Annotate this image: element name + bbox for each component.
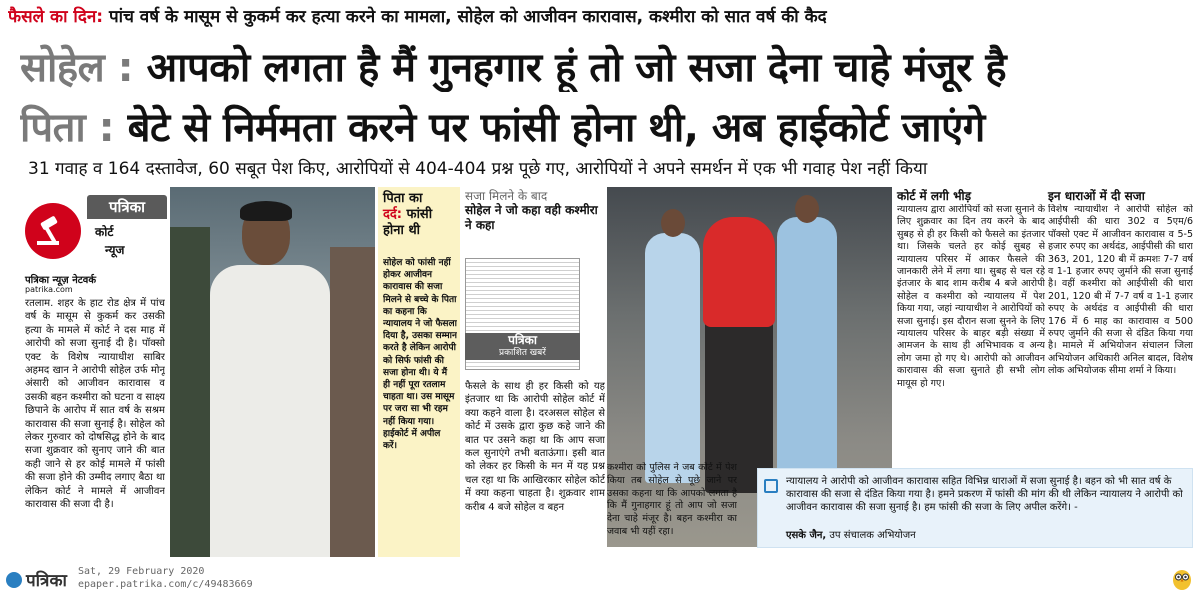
right2-heading: इन धाराओं में दी सजा bbox=[1048, 189, 1145, 203]
footer-logo bbox=[6, 568, 67, 591]
quote-title-1: पिता का bbox=[383, 191, 423, 206]
quote-icon bbox=[764, 479, 778, 493]
prosecutor-quote bbox=[757, 468, 1193, 548]
footer-url[interactable]: epaper.patrika.com/c/49483669 bbox=[78, 579, 253, 590]
quote-title-2: दर्द: bbox=[383, 207, 403, 222]
quote-title bbox=[383, 191, 457, 239]
clipping-brand: पत्रिका bbox=[508, 333, 537, 347]
footer-date: Sat, 29 February 2020 bbox=[78, 566, 205, 577]
headline-speaker-1: सोहेल : bbox=[20, 45, 134, 91]
clipping-masthead bbox=[465, 333, 580, 360]
quote-title-3: फांसी होना थी bbox=[383, 207, 433, 238]
kicker-text: पांच वर्ष के मासूम से कुकर्म कर हत्या करने का मामला, सोहेल को आजीवन कारावास, कश्मीरा को सात वर्ष की कैद bbox=[103, 7, 827, 27]
footer-brand: पत्रिका bbox=[26, 571, 67, 591]
headline-text-1: आपको लगता है मैं गुनहगार हूं तो जो सजा देना चाहे मंजूर है bbox=[133, 45, 1007, 91]
quote-body: सोहेल को फांसी नहीं होकर आजीवन कारावास की सजा मिलने से बच्चे के पिता का कहना कि न्यायालय ने जो फैसला दिया है, उसका सम्मान करते है लेकिन आरोपी को सिर्फ फांसी की सजा होना थी। ये मैं ही नहीं पूरा रतलाम चाहता था। उस मासूम पर जरा सा भी रहम नहीं किया गया। हाईकोर्ट में अपील करें। bbox=[383, 258, 457, 452]
right1-heading: कोर्ट में लगी भीड़ bbox=[897, 189, 972, 203]
badge-section-2: न्यूज bbox=[105, 243, 125, 257]
photo-caption: कश्मीरा को पुलिस ने जब कोर्ट में पेश किया तब सोहेल से पूछे जाने पर उसका कहना था कि आपको लगता है कि मैं गुनाहगार हूं तो आप जो सजा देना चाहे मंजूर है। बहन कश्मीरा का जवाब भी यहीं रहा। bbox=[607, 462, 737, 537]
middle-article-body: फैसले के साथ ही हर किसी को यह इंतजार था कि आरोपी सोहेल कोर्ट में क्या कहने वाला है। दरअसल सोहेल से कोर्ट में उसके द्वारा कुछ कहे जाने की बात पर उसने कहा था कि आप सजा कल सुनाएंगे तभी बताऊंगा। इसी बात को लेकर हर किसी के मन में यह प्रश्न चल रहा था कि आखिरकार सोहेल कोर्ट में क्या कहना चाहता है। शुक्रवार शाम करीब 4 बजे सोहेल व बहन bbox=[465, 381, 605, 513]
left-article-body: रतलाम. शहर के हाट रोड क्षेत्र में पांच वर्ष के मासूम से कुकर्म कर उसकी हत्या के मामले में कोर्ट ने दस माह में आरोपी को सजा सुनाई दी है। पॉक्सो एक्ट के विशेष न्यायाधीश साबिर अहमद खान ने आरोपी सोहेल उर्फ मोनू अंसारी को आजीवन कारावास व उसकी बहन कश्मीरा को घटना व साक्ष्य छिपाने के आरोप में सात वर्ष के सश्रम कारावास की सजा सुनाई है। सोहेल को लेकर गुरुवार को दोषसिद्ध होने के बाद सजा शुक्रवार को सुनाए जाने की बात कही जाने से हर कोई मामले में फांसी की सजा होने की उम्मीद लगाए बैठा था लेकिन कोर्ट ने मामले में आजीवन कारावास की सजा दी है। bbox=[25, 298, 165, 511]
prosecutor-byline bbox=[786, 527, 916, 541]
section-badge bbox=[25, 195, 165, 270]
subheadline: 31 गवाह व 164 दस्तावेज, 60 सबूत पेश किए, आरोपियों से 404-404 प्रश्न पूछे गए, आरोपियों ने अपने समर्थन में एक भी गवाह पेश नहीं किया bbox=[28, 159, 928, 179]
byline-site: patrika.com bbox=[25, 285, 73, 294]
prosecutor-name: एसके जैन, bbox=[786, 530, 827, 541]
kicker-line bbox=[8, 4, 1193, 34]
prosecutor-quote-text: न्यायालय ने आरोपी को आजीवन कारावास सहित विभिन्न धाराओं में सजा सुनाई है। बहन को भी सात वर्ष के कारावास की सजा से दंडित किया गया है। हमने प्रकरण में फांसी की मांग की थी लेकिन न्यायालय ने आरोपी को आजीवन कारावास की सजा सुनाई है। हम फांसी की सजा के लिए अपील करेंगे। - bbox=[786, 476, 1183, 513]
father-quote-box bbox=[378, 187, 460, 557]
headline-line-1 bbox=[20, 38, 1195, 92]
right2-body: विशेष न्यायाधीश ने आरोपी सोहेल को आईपीसी की धारा 302 व 5एम/6 पॉक्सो एक्ट में आजीवन कारावास व 5-5 हजार रुपए का अर्थदंड, आईपीसी की धारा 363, 201, 120 बी में क्रमशः 7-7 वर्ष व 1-1 हजार रुपए जुर्माने की सजा सुनाई है। वहीं कश्मीरा को आईपीसी की धारा 201, 120 बी में 7-7 वर्ष व 1-1 हजार रुपए के अर्थदंड व आईपीसी की धारा 176 में 6 माह का कारावास व 500 रुपए जुर्माने की सजा से दंडित किया गया है। मामले में अभियोजन संचालन जिला अभियोजन अधिकारी अनिल बादल, विशेष लोक अभियोजक सीमा शर्मा ने किया। bbox=[1048, 204, 1193, 377]
middle-kicker: सजा मिलने के बाद bbox=[465, 189, 548, 203]
kicker-label: फैसले का दिन: bbox=[8, 7, 104, 27]
footer bbox=[0, 564, 1200, 594]
headline-text-2: बेटे से निर्ममता करने पर फांसी होना थी, अब हाईकोर्ट जाएंगे bbox=[114, 105, 985, 151]
right1-body: न्यायालय द्वारा आरोपियों को सजा सुनाने के लिए शुक्रवार का दिन तय करने के बाद सुबह से ही हर किसी को फैसले का इंतजार था। जिसके चलते हर कोई सुबह से न्यायालय परिसर में आकर फैसले की जानकारी लेने में लगा था। सुबह से चल रहे इंतजार के बाद शाम करीब 4 बजे आरोपी सोहेल व कश्मीरा को न्यायालय में पेश किया गया, जहां न्यायाधीश ने आरोपियों को सजा सुनाई। इस दौरान सजा सुनने के लिए न्यायालय परिसर के बाहर बड़ी संख्या में आमजन के साथ ही अभिभावक व अन्य लोग जमा हो गए थे। आरोपी को आजीवन कारावास की सजा सुनाते ही सभी लोग मायूस हो गए। bbox=[897, 204, 1045, 389]
headline-speaker-2: पिता : bbox=[20, 105, 115, 151]
gavel-icon bbox=[25, 203, 81, 259]
headline-line-2 bbox=[20, 98, 1195, 152]
middle-title: सोहेल ने जो कहा वही कश्मीरा ने कहा bbox=[465, 203, 598, 232]
prosecutor-title: उप संचालक अभियोजन bbox=[826, 530, 916, 541]
badge-section-1: कोर्ट bbox=[95, 225, 114, 239]
clipping-tagline: प्रकाशित खबरें bbox=[499, 348, 546, 358]
patrika-logo-icon bbox=[6, 572, 22, 588]
photo-accused bbox=[170, 187, 375, 557]
badge-brand: पत्रिका bbox=[87, 195, 167, 219]
owl-icon bbox=[1170, 567, 1194, 591]
byline-bureau: पत्रिका न्यूज़ नेटवर्क bbox=[25, 275, 97, 286]
